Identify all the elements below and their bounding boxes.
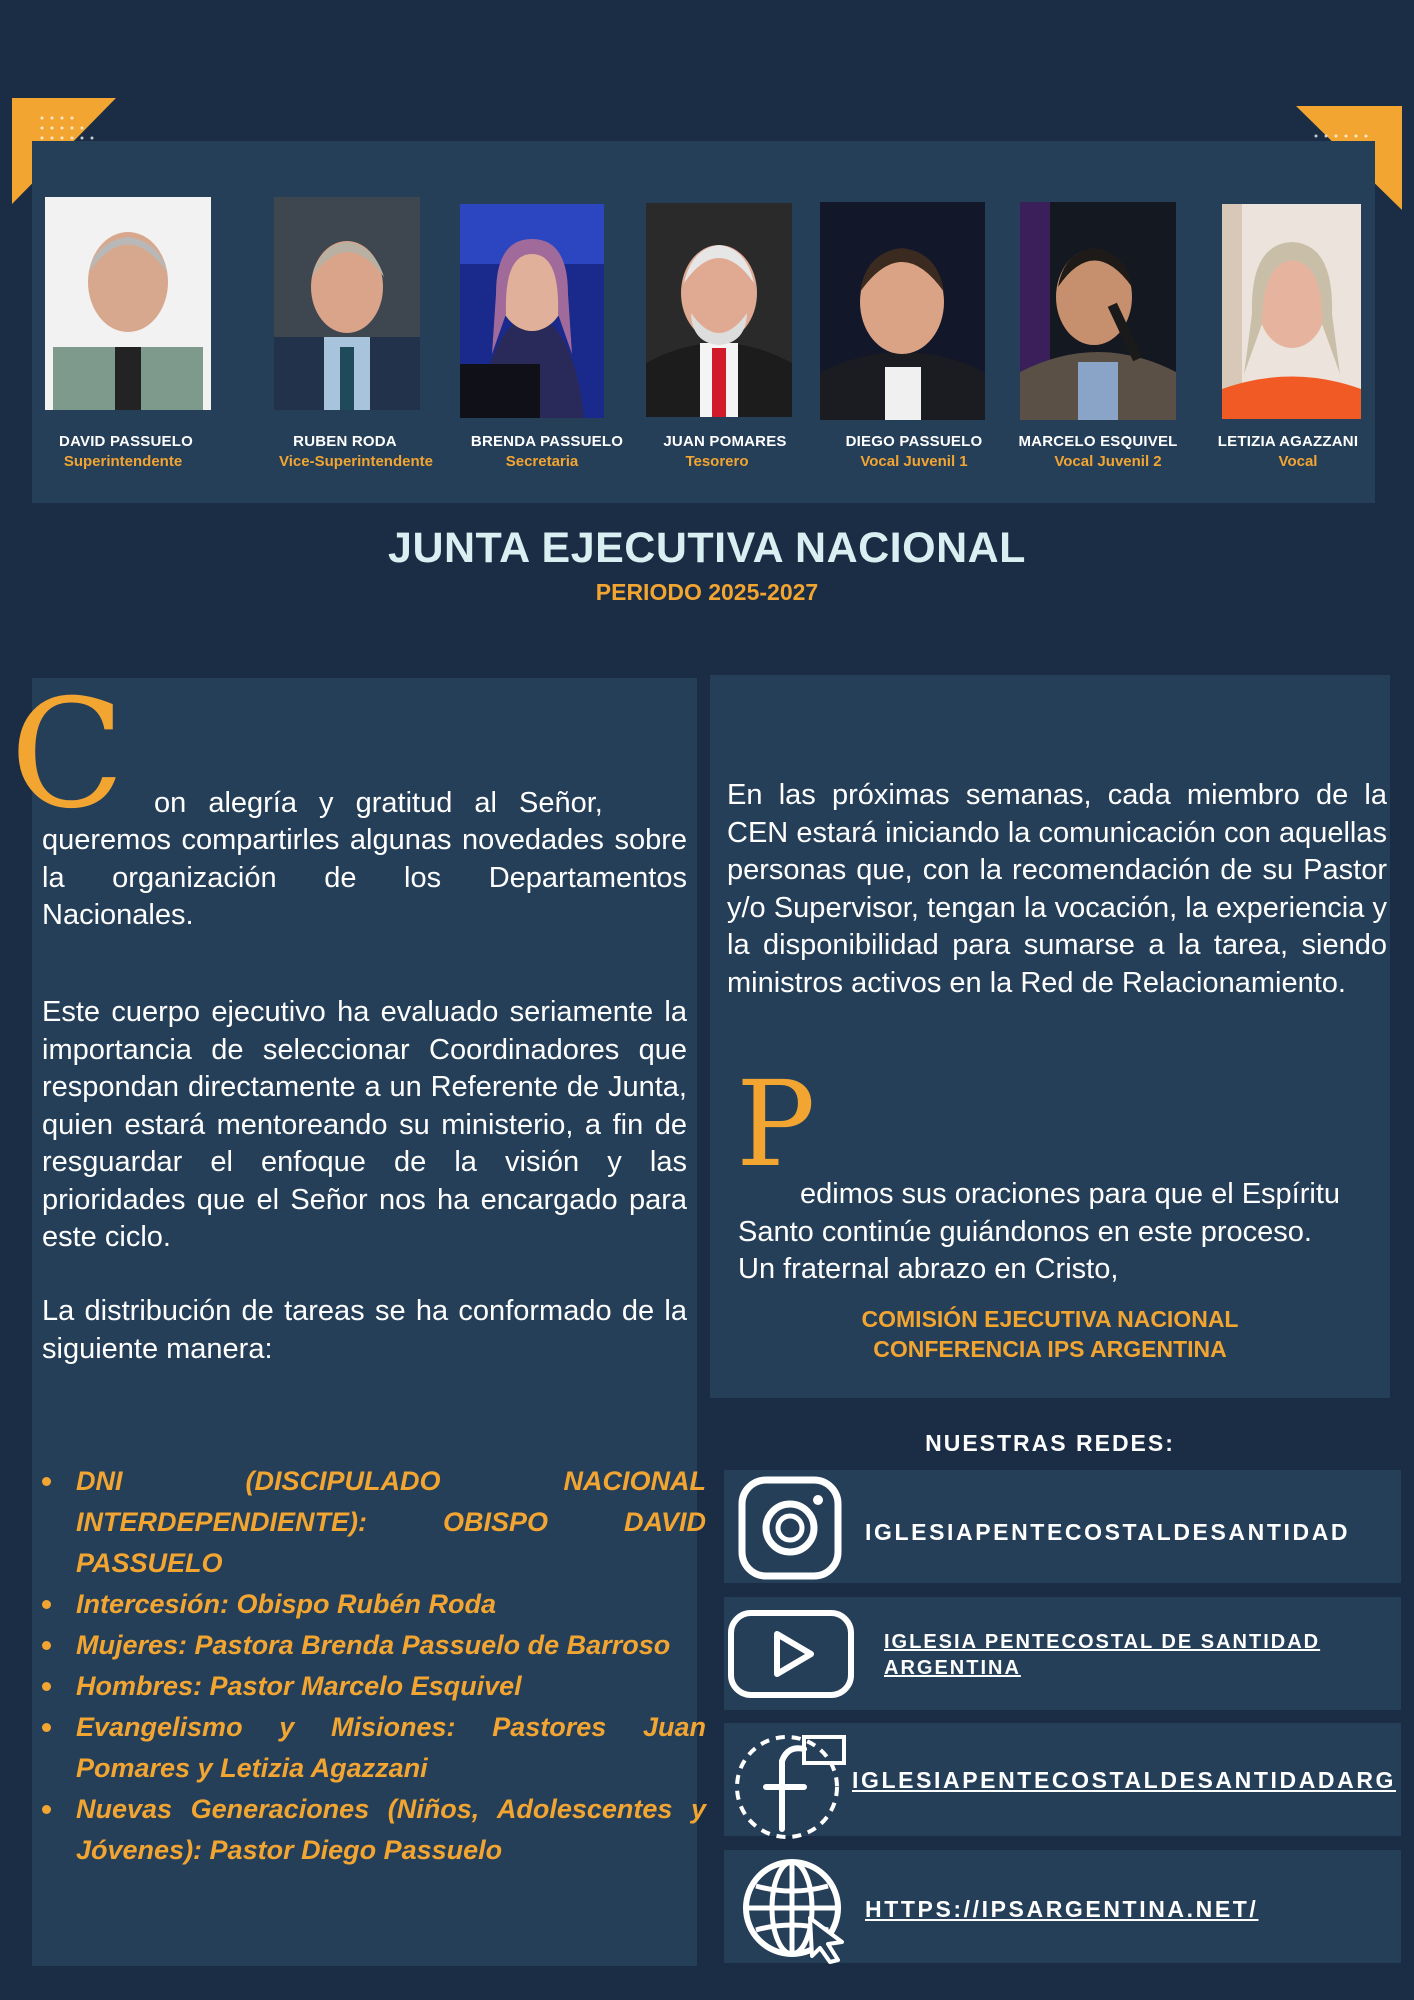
list-item: Nuevas Generaciones (Niños, Adolescentes y Jóvenes): Pastor Diego Passuelo <box>76 1789 706 1871</box>
member-photo-diego <box>820 202 985 420</box>
member-photo-brenda <box>460 204 604 418</box>
member-photo-juan <box>646 203 792 417</box>
instagram-handle[interactable]: IGLESIAPENTECOSTALDESANTIDAD <box>865 1519 1351 1545</box>
facebook-handle[interactable]: IGLESIAPENTECOSTALDESANTIDADARG <box>852 1767 1397 1793</box>
social-row-youtube[interactable] <box>724 1597 1401 1710</box>
youtube-icon <box>727 1609 855 1699</box>
dropcap-c: C <box>10 668 125 842</box>
period-subtitle: PERIODO 2025-2027 <box>595 579 819 605</box>
member-name: DIEGO PASSUELO <box>845 433 983 450</box>
signature-commission: COMISIÓN EJECUTIVA NACIONAL <box>861 1306 1239 1332</box>
closing-line: Un fraternal abrazo en Cristo, <box>738 1253 1119 1285</box>
member-photo-david <box>45 197 211 410</box>
member-name: LETIZIA AGAZZANI <box>1217 433 1359 450</box>
member-name: MARCELO ESQUIVEL <box>1018 433 1178 450</box>
globe-icon <box>742 1856 852 1964</box>
intro-paragraph: queremos compartirles algunas novedades sobre la organización de los Departamentos Nacionales. <box>42 824 687 931</box>
social-title: NUESTRAS REDES: <box>925 1430 1175 1456</box>
page-title: JUNTA EJECUTIVA NACIONAL <box>388 524 1026 572</box>
list-item: DNI (DISCIPULADO NACIONAL INTERDEPENDIENTE): OBISPO DAVID PASSUELO <box>76 1461 706 1584</box>
list-item: Evangelismo y Misiones: Pastores Juan Pomares y Letizia Agazzani <box>76 1707 706 1789</box>
dropcap-p: P <box>736 1055 816 1193</box>
member-role: Vice-Superintendente <box>279 453 433 470</box>
member-role: Secretaria <box>505 453 579 470</box>
facebook-icon <box>732 1729 848 1839</box>
member-name: DAVID PASSUELO <box>59 433 193 450</box>
intro-first-line: on alegría y gratitud al Señor, <box>154 787 603 819</box>
assignments-list <box>42 1461 706 1871</box>
member-name: BRENDA PASSUELO <box>470 433 624 450</box>
member-photo-marcelo <box>1020 202 1176 420</box>
member-name: RUBEN RODA <box>293 433 397 450</box>
prayer-first-line: edimos sus oraciones para que el Espíritu <box>800 1178 1341 1210</box>
distribution-paragraph: La distribución de tareas se ha conformado de la siguiente manera: <box>42 1295 687 1365</box>
website-link[interactable]: HTTPS://IPSARGENTINA.NET/ <box>865 1896 1259 1922</box>
social-row-facebook[interactable] <box>724 1723 1401 1836</box>
member-photo-ruben <box>274 197 420 410</box>
executive-paragraph: Este cuerpo ejecutivo ha evaluado seriamente la importancia de seleccionar Coordinadores que respondan directamente a un Referente de Junta, quien estará mentoreando su ministerio, a fin de resguardar el enfoque de la visión y las prioridades que el Señor nos ha encargado para este ciclo. <box>42 996 687 1253</box>
communication-paragraph: En las próximas semanas, cada miembro de la CEN estará iniciando la comunicación con aquellas personas que, con la recomendación de su Pastor y/o Supervisor, tengan la vocación, la experiencia y la disponibilidad para sumarse a la tarea, siendo ministros activos en la Red de Relacionamiento. <box>727 779 1387 999</box>
member-photo-letizia <box>1222 204 1361 419</box>
list-item: Intercesión: Obispo Rubén Roda <box>76 1584 706 1625</box>
signature-conference: CONFERENCIA IPS ARGENTINA <box>873 1336 1227 1362</box>
prayer-second-line: Santo continúe guiándonos en este proceso. <box>738 1216 1312 1248</box>
youtube-channel-line2[interactable]: ARGENTINA <box>884 1657 1021 1679</box>
member-role: Tesorero <box>685 453 749 470</box>
member-role: Superintendente <box>63 453 183 470</box>
member-role: Vocal Juvenil 1 <box>860 453 968 470</box>
member-role: Vocal <box>1278 453 1318 470</box>
youtube-channel-line1[interactable]: IGLESIA PENTECOSTAL DE SANTIDAD <box>884 1631 1321 1653</box>
member-role: Vocal Juvenil 2 <box>1054 453 1162 470</box>
list-item: Mujeres: Pastora Brenda Passuelo de Barroso <box>76 1625 706 1666</box>
member-name: JUAN POMARES <box>663 433 787 450</box>
list-item: Hombres: Pastor Marcelo Esquivel <box>76 1666 706 1707</box>
social-row-instagram[interactable] <box>724 1470 1401 1583</box>
social-row-website[interactable] <box>724 1850 1401 1963</box>
instagram-icon <box>738 1476 842 1580</box>
